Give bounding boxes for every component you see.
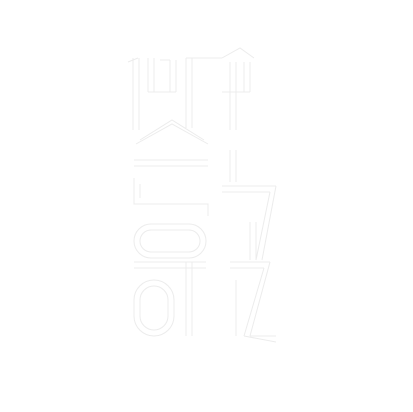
glyph-bottom-right xyxy=(230,262,276,342)
glyph-top-right xyxy=(222,48,254,130)
glyph-top-left xyxy=(128,58,222,130)
glyph-bottom-left xyxy=(134,262,206,336)
glyph-mid-right xyxy=(222,150,276,260)
glyph-mid-left xyxy=(134,120,208,258)
